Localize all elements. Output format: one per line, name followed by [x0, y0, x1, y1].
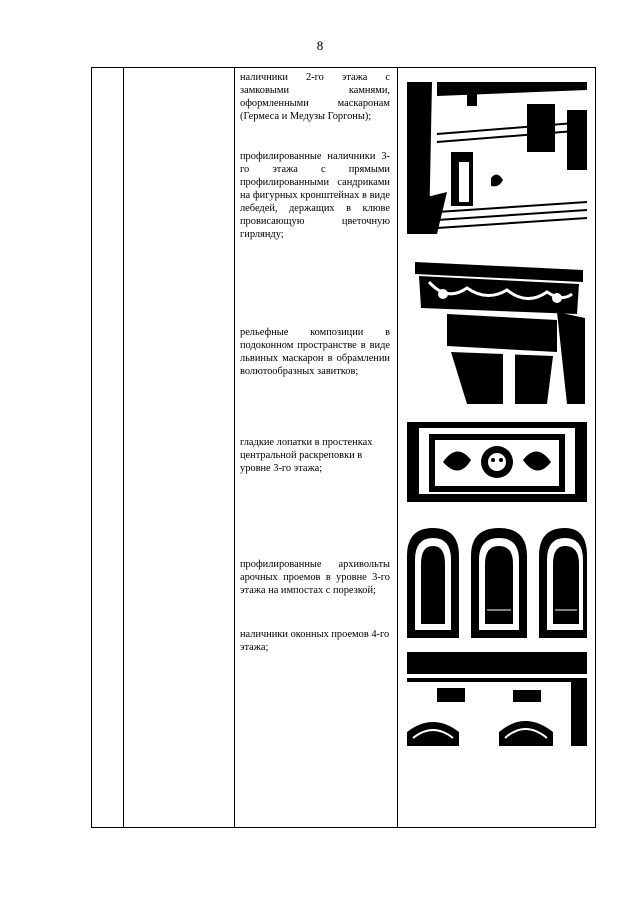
fourth-floor-windows-photo [407, 652, 587, 746]
item-text-pilasters: гладкие лопатки в простенках центральной раскреповки в уровне 3-го этажа; [240, 437, 373, 474]
item-text-window-casings-3rd-floor: профилированные наличники 3-го этажа с прямыми профилированными сандриками на фигурных кронштейнах в виде лебедей, держащих в клюве провисающую цветочную гирлянду; [240, 151, 390, 240]
column-divider [397, 68, 398, 827]
item-text-window-casings-2nd-floor: наличники 2-го этажа с замковыми камнями, оформленными маскаронам (Гермеса и Медузы Горгоны); [240, 72, 390, 122]
page-number: 8 [316, 38, 324, 53]
lion-mascaron-photo [407, 422, 587, 502]
arched-windows-photo [407, 520, 587, 638]
facade-windows-photo [407, 82, 587, 234]
swan-bracket-photo [407, 252, 587, 404]
column-divider [234, 68, 235, 827]
item-text-window-casings-4th-floor: наличники оконных проемов 4-го этажа; [240, 629, 390, 653]
item-text-relief-compositions: рельефные композиции в подоконном пространстве в виде львиных маскарон в обрамлении волютообразных завитков; [240, 327, 390, 377]
item-text-archivolts: профилированные архивольты арочных проемов в уровне 3-го этажа на импостах с порезкой; [240, 559, 390, 596]
column-divider [123, 68, 124, 827]
table [91, 67, 596, 828]
